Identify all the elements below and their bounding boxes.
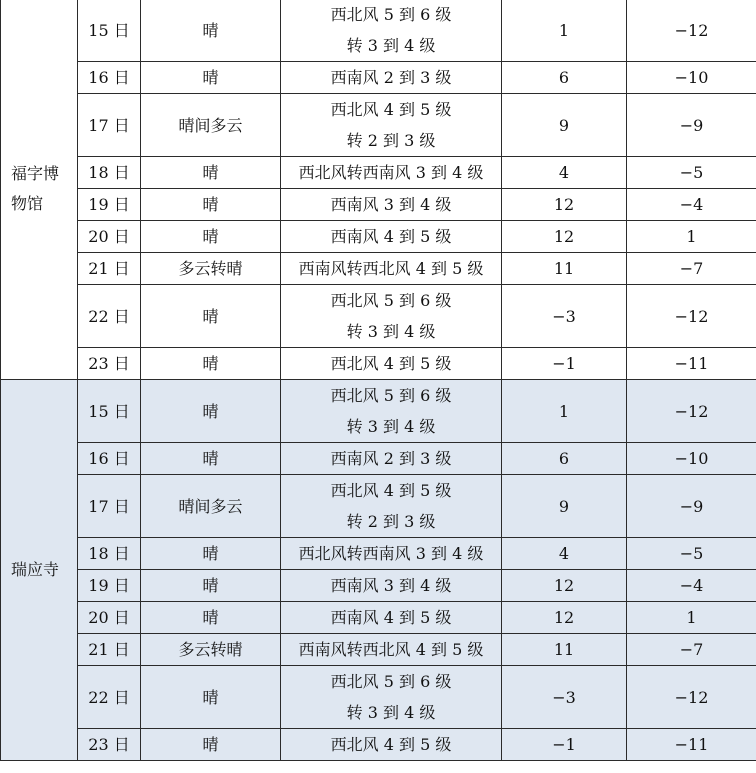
weather-cell: 晴 bbox=[141, 157, 281, 189]
wind-cell bbox=[281, 666, 502, 729]
table-row bbox=[1, 221, 756, 253]
high-temp-cell: 9 bbox=[502, 475, 627, 538]
low-temp-cell: 1 bbox=[627, 221, 756, 253]
wind-text-line: 西南风 3 到 4 级 bbox=[330, 576, 452, 595]
table-row bbox=[1, 443, 756, 475]
weather-cell: 晴 bbox=[141, 0, 281, 62]
low-temp-cell: −5 bbox=[627, 157, 756, 189]
high-temp-cell: 12 bbox=[502, 602, 627, 634]
low-temp-cell: −7 bbox=[627, 253, 756, 285]
wind-text-line: 转 3 到 4 级 bbox=[346, 36, 436, 55]
wind-text-line: 转 3 到 4 级 bbox=[346, 322, 436, 341]
high-temp-cell: 12 bbox=[502, 189, 627, 221]
low-temp-cell: 1 bbox=[627, 602, 756, 634]
wind-text-line: 西南风 4 到 5 级 bbox=[330, 608, 452, 627]
wind-cell bbox=[281, 475, 502, 538]
high-temp-cell: 9 bbox=[502, 94, 627, 157]
low-temp-cell: −11 bbox=[627, 348, 756, 380]
low-temp-cell: −12 bbox=[627, 666, 756, 729]
weather-cell: 多云转晴 bbox=[141, 253, 281, 285]
wind-text-line: 西北风 4 到 5 级 bbox=[330, 481, 452, 500]
weather-cell: 晴 bbox=[141, 443, 281, 475]
wind-text-line: 西北风 5 到 6 级 bbox=[330, 672, 452, 691]
high-temp-cell: 6 bbox=[502, 62, 627, 94]
weather-cell: 晴 bbox=[141, 348, 281, 380]
wind-text-line: 西北风转西南风 3 到 4 级 bbox=[298, 544, 484, 563]
weather-cell: 晴间多云 bbox=[141, 475, 281, 538]
wind-text-line: 西北风 4 到 5 级 bbox=[330, 100, 452, 119]
wind-cell bbox=[281, 221, 502, 253]
wind-text-line: 西北风 4 到 5 级 bbox=[330, 354, 452, 373]
wind-text-line: 转 3 到 4 级 bbox=[346, 703, 436, 722]
table-row bbox=[1, 380, 756, 443]
table-row bbox=[1, 538, 756, 570]
date-cell: 22 日 bbox=[78, 285, 141, 348]
table-row bbox=[1, 666, 756, 729]
table-row bbox=[1, 729, 756, 761]
high-temp-cell: −1 bbox=[502, 348, 627, 380]
location-name-line: 福字博 bbox=[11, 164, 60, 183]
weather-cell: 晴 bbox=[141, 285, 281, 348]
table-row bbox=[1, 94, 756, 157]
wind-cell bbox=[281, 602, 502, 634]
wind-text-line: 西南风 3 到 4 级 bbox=[330, 195, 452, 214]
high-temp-cell: 11 bbox=[502, 634, 627, 666]
location-cell bbox=[1, 380, 78, 761]
wind-cell bbox=[281, 634, 502, 666]
date-cell: 18 日 bbox=[78, 157, 141, 189]
wind-text-line: 西北风 5 到 6 级 bbox=[330, 5, 452, 24]
date-cell: 18 日 bbox=[78, 538, 141, 570]
wind-cell bbox=[281, 729, 502, 761]
weather-cell: 晴 bbox=[141, 62, 281, 94]
wind-cell bbox=[281, 380, 502, 443]
date-cell: 20 日 bbox=[78, 221, 141, 253]
table-row bbox=[1, 285, 756, 348]
date-cell: 23 日 bbox=[78, 729, 141, 761]
date-cell: 16 日 bbox=[78, 62, 141, 94]
high-temp-cell: 4 bbox=[502, 157, 627, 189]
wind-text-line: 转 3 到 4 级 bbox=[346, 417, 436, 436]
table-row bbox=[1, 62, 756, 94]
weather-cell: 晴间多云 bbox=[141, 94, 281, 157]
wind-cell bbox=[281, 570, 502, 602]
high-temp-cell: −3 bbox=[502, 285, 627, 348]
wind-text-line: 西南风转西北风 4 到 5 级 bbox=[298, 259, 484, 278]
wind-text-line: 西南风 2 到 3 级 bbox=[330, 68, 452, 87]
date-cell: 23 日 bbox=[78, 348, 141, 380]
wind-cell bbox=[281, 94, 502, 157]
wind-text-line: 西北风 5 到 6 级 bbox=[330, 291, 452, 310]
location-cell bbox=[1, 0, 78, 380]
weather-cell: 晴 bbox=[141, 602, 281, 634]
date-cell: 15 日 bbox=[78, 0, 141, 62]
location-name-line: 瑞应寺 bbox=[11, 560, 60, 579]
high-temp-cell: 1 bbox=[502, 380, 627, 443]
wind-cell bbox=[281, 538, 502, 570]
wind-cell bbox=[281, 348, 502, 380]
low-temp-cell: −10 bbox=[627, 443, 756, 475]
wind-cell bbox=[281, 62, 502, 94]
date-cell: 15 日 bbox=[78, 380, 141, 443]
low-temp-cell: −5 bbox=[627, 538, 756, 570]
table-row bbox=[1, 189, 756, 221]
weather-cell: 晴 bbox=[141, 221, 281, 253]
wind-cell bbox=[281, 157, 502, 189]
low-temp-cell: −4 bbox=[627, 570, 756, 602]
low-temp-cell: −12 bbox=[627, 285, 756, 348]
low-temp-cell: −12 bbox=[627, 0, 756, 62]
weather-cell: 晴 bbox=[141, 189, 281, 221]
wind-text-line: 转 2 到 3 级 bbox=[346, 131, 436, 150]
wind-text-line: 西北风转西南风 3 到 4 级 bbox=[298, 163, 484, 182]
date-cell: 21 日 bbox=[78, 634, 141, 666]
low-temp-cell: −9 bbox=[627, 94, 756, 157]
wind-cell bbox=[281, 285, 502, 348]
high-temp-cell: 1 bbox=[502, 0, 627, 62]
wind-cell bbox=[281, 443, 502, 475]
date-cell: 22 日 bbox=[78, 666, 141, 729]
high-temp-cell: 6 bbox=[502, 443, 627, 475]
date-cell: 19 日 bbox=[78, 189, 141, 221]
table-row bbox=[1, 157, 756, 189]
high-temp-cell: 11 bbox=[502, 253, 627, 285]
wind-cell bbox=[281, 0, 502, 62]
table-row bbox=[1, 253, 756, 285]
table-row bbox=[1, 634, 756, 666]
weather-cell: 晴 bbox=[141, 380, 281, 443]
wind-cell bbox=[281, 189, 502, 221]
wind-text-line: 西北风 4 到 5 级 bbox=[330, 735, 452, 754]
weather-cell: 晴 bbox=[141, 729, 281, 761]
high-temp-cell: −3 bbox=[502, 666, 627, 729]
date-cell: 16 日 bbox=[78, 443, 141, 475]
high-temp-cell: 12 bbox=[502, 221, 627, 253]
table-row bbox=[1, 570, 756, 602]
forecast-table-body bbox=[1, 0, 756, 761]
date-cell: 17 日 bbox=[78, 94, 141, 157]
low-temp-cell: −4 bbox=[627, 189, 756, 221]
low-temp-cell: −10 bbox=[627, 62, 756, 94]
low-temp-cell: −9 bbox=[627, 475, 756, 538]
weather-cell: 多云转晴 bbox=[141, 634, 281, 666]
low-temp-cell: −7 bbox=[627, 634, 756, 666]
wind-text-line: 西北风 5 到 6 级 bbox=[330, 386, 452, 405]
weather-cell: 晴 bbox=[141, 538, 281, 570]
table-row bbox=[1, 0, 756, 62]
date-cell: 17 日 bbox=[78, 475, 141, 538]
date-cell: 19 日 bbox=[78, 570, 141, 602]
weather-cell: 晴 bbox=[141, 666, 281, 729]
low-temp-cell: −12 bbox=[627, 380, 756, 443]
table-row bbox=[1, 348, 756, 380]
table-row bbox=[1, 475, 756, 538]
high-temp-cell: 12 bbox=[502, 570, 627, 602]
location-name-line: 物馆 bbox=[11, 194, 44, 213]
table-row bbox=[1, 602, 756, 634]
high-temp-cell: −1 bbox=[502, 729, 627, 761]
wind-text-line: 转 2 到 3 级 bbox=[346, 512, 436, 531]
wind-cell bbox=[281, 253, 502, 285]
date-cell: 21 日 bbox=[78, 253, 141, 285]
date-cell: 20 日 bbox=[78, 602, 141, 634]
wind-text-line: 西南风转西北风 4 到 5 级 bbox=[298, 640, 484, 659]
wind-text-line: 西南风 2 到 3 级 bbox=[330, 449, 452, 468]
weather-cell: 晴 bbox=[141, 570, 281, 602]
wind-text-line: 西南风 4 到 5 级 bbox=[330, 227, 452, 246]
high-temp-cell: 4 bbox=[502, 538, 627, 570]
low-temp-cell: −11 bbox=[627, 729, 756, 761]
